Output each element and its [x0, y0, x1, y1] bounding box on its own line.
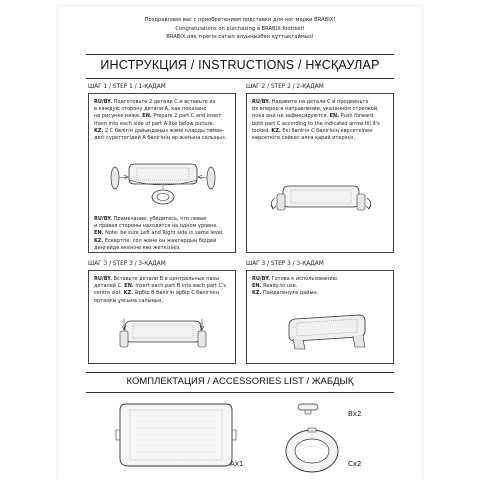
- step1-box: [88, 93, 236, 253]
- footrest-platform-drawing: [129, 164, 197, 185]
- step3-text: RU/BY. Вставьте детали В в центральные пазы деталей С. EN. Insert each part B into each part C's centre slot. KZ. Әрбір В бөлігін әрбір С бөлігінің ортаңғы ұясына салыңыз.: [94, 276, 226, 304]
- part-b-label: Bx2: [348, 410, 362, 418]
- arrow-right-icon: [366, 198, 371, 209]
- side-support-left-drawing: [111, 167, 128, 189]
- acc-rule-bottom: [86, 392, 394, 393]
- step4-illustration: [279, 307, 375, 359]
- step2-text: RU/BY. Надавите на детали С и продвиньте их вперед в направлении, указанном стрелкой, пока они не зафиксируются. EN. Push forward both part C according to the indicated arrow till it's locked. KZ. Екі бөлігін С бөлігінің көрсеткіпен көрсеткіге сәйкес алға қарай итеріңіз.: [252, 99, 380, 142]
- greeting-ru: Поздравляем вас с приобретением подставки для ног марки BRABIX!: [144, 17, 336, 23]
- step1-text-top: RU/BY. Подготовьте 2 детали С и вставьте их в каждую сторону детали А, как показано на рисунке ниже. EN. Prepare 2 part C and insert them into each side of part A like below picture. KZ. 2 С бөлігін дайындаңыз және оларды төмен- дегі суреттегідей А бөлігінің әр жағына салыңыз.: [94, 99, 227, 142]
- step4-box: [246, 270, 394, 364]
- title-rule-bottom: [86, 78, 394, 79]
- step3-illustration: [117, 311, 209, 357]
- assembled-footrest-drawing: [289, 315, 365, 349]
- step2-box: [246, 93, 394, 253]
- step4-text: RU/BY. Готова к использованию. EN. Ready to use. KZ. Пайдалануға дайын.: [252, 276, 339, 297]
- part-a-label: Ax1: [230, 460, 244, 468]
- greeting: [58, 16, 422, 42]
- step1-text-bottom: RU/BY. Примечание: убедитесь, что левая и правая стороны находятся на одном уровне. EN. Note: be sure Left and Right side in same level. KZ. Ескертпе: сол және оң жақтардың бірдей деңгейде екеніне көз жеткізіңіз.: [94, 216, 224, 251]
- part-c-drawing: [282, 426, 342, 476]
- step2-label: ШАГ 2 / STEP 2 / 2-ҚАДАМ: [246, 84, 324, 90]
- greeting-kz: BRABIX аяқ тірегін сатып алуыңызбен құттықтаймыз!: [166, 34, 314, 40]
- side-support-right-drawing: [198, 167, 215, 189]
- accessories-title: КОМПЛЕКТАЦИЯ / ACCESSORIES LIST / ЖАБДЫҚ: [126, 376, 354, 387]
- instruction-sheet: [58, 6, 422, 480]
- page-title: ИНСТРУКЦИЯ / INSTRUCTIONS / НҰСҚАУЛАР: [100, 58, 380, 72]
- acc-rule-top: [86, 372, 394, 373]
- step3-label: ШАГ 3 / STEP 3 / 3-ҚАДАМ: [88, 261, 166, 267]
- step3-box: [88, 270, 236, 364]
- step1-label: ШАГ 1 / STEP 1 / 1-ҚАДАМ: [88, 84, 166, 90]
- part-c-label: Cx2: [348, 460, 362, 468]
- part-b-drawing: [294, 402, 322, 416]
- step2-illustration: [267, 172, 375, 222]
- greeting-en: Congratulations on purchasing a BRABIX footrest!: [175, 25, 305, 32]
- footrest-platform-drawing: [120, 321, 206, 347]
- step1-illustration: [107, 150, 219, 208]
- step4-label: ШАГ 3 / STEP 3 / 3-ҚАДАМ: [246, 261, 324, 267]
- footrest-platform-drawing: [277, 186, 365, 210]
- arrow-left-icon: [271, 198, 276, 209]
- ring-part-drawing: [152, 186, 174, 204]
- title-rule-top: [86, 54, 394, 55]
- part-a-drawing: [116, 400, 236, 472]
